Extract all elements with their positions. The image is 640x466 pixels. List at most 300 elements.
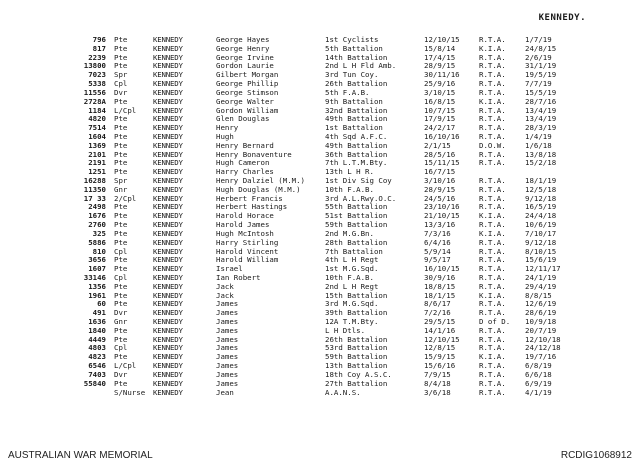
fate-date: 4/1/19 — [525, 388, 552, 397]
fate: R.T.A. — [479, 362, 506, 371]
service-number: 1356 — [88, 282, 106, 291]
roll-row — [0, 212, 640, 221]
unit: 10th F.A.B. — [325, 185, 374, 194]
roll-row — [0, 98, 640, 107]
service-number: 2760 — [88, 221, 106, 230]
fate: R.T.A. — [479, 309, 506, 318]
surname: KENNEDY — [153, 71, 183, 80]
surname: KENNEDY — [153, 44, 183, 53]
fate: R.T.A. — [479, 88, 506, 97]
enlistment-date: 21/10/15 — [424, 212, 460, 221]
service-number: 16288 — [83, 177, 106, 185]
fate-date: 24/8/15 — [525, 44, 557, 53]
roll-row — [0, 115, 640, 124]
unit: 3rd A.L.Rwy.O.C. — [325, 194, 397, 203]
unit: 55th Battalion — [325, 203, 388, 212]
given-names: Gordon William — [216, 106, 279, 115]
surname: KENNEDY — [153, 132, 183, 141]
enlistment-date: 18/8/15 — [424, 282, 456, 291]
rank: Pte — [114, 326, 128, 335]
surname: KENNEDY — [153, 221, 183, 230]
given-names: Hugh — [216, 132, 234, 141]
fate: R.T.A. — [479, 335, 506, 344]
roll-row — [0, 151, 640, 160]
given-names: James — [216, 318, 239, 326]
service-number: 3656 — [88, 256, 106, 265]
unit: L H Dtls. — [325, 326, 366, 335]
enlistment-date: 25/9/16 — [424, 80, 456, 89]
given-names: Harry Charles — [216, 168, 274, 177]
surname: KENNEDY — [153, 318, 183, 326]
service-number: 5338 — [88, 80, 106, 89]
roll-row — [0, 380, 640, 389]
rank: Pte — [114, 97, 128, 106]
rank: Pte — [114, 282, 128, 291]
given-names: Henry Bernard — [216, 141, 274, 150]
given-names: George Henry — [216, 44, 270, 53]
footer — [0, 450, 640, 462]
surname: KENNEDY — [153, 370, 183, 379]
roll-row — [0, 362, 640, 371]
rank: Cpl — [114, 273, 128, 282]
given-names: Herbert Francis — [216, 194, 283, 203]
service-number: 1607 — [88, 265, 106, 274]
surname: KENNEDY — [153, 282, 183, 291]
service-number: 325 — [92, 229, 106, 238]
rank: Pte — [114, 265, 128, 274]
unit: 9th Battalion — [325, 97, 383, 106]
rank: Dvr — [114, 309, 128, 318]
fate: R.T.A. — [479, 256, 506, 265]
fate-date: 1/4/19 — [525, 132, 552, 141]
rank: Spr — [114, 71, 128, 80]
given-names: Harold James — [216, 221, 270, 230]
rank: Cpl — [114, 80, 128, 89]
fate: R.T.A. — [479, 159, 506, 168]
unit: 10th F.A.B. — [325, 273, 374, 282]
surname: KENNEDY — [153, 185, 183, 194]
surname: KENNEDY — [153, 36, 183, 44]
fate: R.T.A. — [479, 71, 506, 80]
enlistment-date: 2/1/15 — [424, 141, 451, 150]
rank: Pte — [114, 203, 128, 212]
given-names: George Stimson — [216, 88, 279, 97]
unit: 2nd L H Regt — [325, 282, 379, 291]
fate-date: 19/5/19 — [525, 71, 557, 80]
given-names: George Irvine — [216, 53, 274, 62]
unit: 59th Battalion — [325, 221, 388, 230]
service-number: 6546 — [88, 362, 106, 371]
unit: 27th Battalion — [325, 379, 388, 388]
enlistment-date: 14/1/16 — [424, 326, 456, 335]
fate-date: 31/1/19 — [525, 62, 557, 71]
rank: Pte — [114, 44, 128, 53]
enlistment-date: 28/9/15 — [424, 185, 456, 194]
unit: 39th Battalion — [325, 309, 388, 318]
fate-date: 24/12/18 — [525, 344, 561, 353]
roll-row — [0, 177, 640, 186]
fate: R.T.A. — [479, 273, 506, 282]
rank: Pte — [114, 53, 128, 62]
fate-date: 1/7/19 — [525, 36, 552, 44]
roll-row — [0, 62, 640, 71]
given-names: Jean — [216, 388, 234, 397]
fate: R.T.A. — [479, 300, 506, 309]
surname: KENNEDY — [153, 97, 183, 106]
rank: Dvr — [114, 370, 128, 379]
rank: Pte — [114, 36, 128, 44]
roll-row — [0, 89, 640, 98]
enlistment-date: 5/9/14 — [424, 247, 451, 256]
unit: 5th Battalion — [325, 44, 383, 53]
rank: Pte — [114, 132, 128, 141]
unit: 4th L H Regt — [325, 256, 379, 265]
rank: Spr — [114, 177, 128, 185]
fate-date: 13/4/19 — [525, 106, 557, 115]
surname: KENNEDY — [153, 115, 183, 124]
fate: R.T.A. — [479, 282, 506, 291]
roll-row — [0, 133, 640, 142]
roll-row — [0, 256, 640, 265]
given-names: James — [216, 309, 239, 318]
given-names: Henry Bonaventure — [216, 150, 292, 159]
service-number: 33146 — [83, 273, 106, 282]
fate-date: 15/2/18 — [525, 159, 557, 168]
roll-row — [0, 309, 640, 318]
given-names: George Hayes — [216, 36, 270, 44]
unit: 5th F.A.B. — [325, 88, 370, 97]
fate: R.T.A. — [479, 132, 506, 141]
enlistment-date: 17/4/15 — [424, 53, 456, 62]
unit: 3rd M.G.Sqd. — [325, 300, 379, 309]
surname: KENNEDY — [153, 106, 183, 115]
fate: R.T.A. — [479, 115, 506, 124]
unit: 18th Coy A.S.C. — [325, 370, 392, 379]
fate-date: 15/5/19 — [525, 88, 557, 97]
fate: R.T.A. — [479, 238, 506, 247]
roll-row — [0, 300, 640, 309]
given-names: James — [216, 326, 239, 335]
surname: KENNEDY — [153, 212, 183, 221]
enlistment-date: 3/10/15 — [424, 88, 456, 97]
fate: K.I.A. — [479, 212, 506, 221]
service-number: 1840 — [88, 326, 106, 335]
enlistment-date: 23/10/16 — [424, 203, 460, 212]
fate: R.T.A. — [479, 247, 506, 256]
fate-date: 24/4/18 — [525, 212, 557, 221]
rank: Dvr — [114, 88, 128, 97]
service-number: 1676 — [88, 212, 106, 221]
given-names: James — [216, 370, 239, 379]
given-names: Harold Vincent — [216, 247, 279, 256]
enlistment-date: 16/8/15 — [424, 97, 456, 106]
fate: K.I.A. — [479, 353, 506, 362]
surname: KENNEDY — [153, 273, 183, 282]
roll-row — [0, 230, 640, 239]
given-names: Ian Robert — [216, 273, 261, 282]
enlistment-date: 24/2/17 — [424, 124, 456, 133]
fate-date: 13/8/18 — [525, 150, 557, 159]
fate: R.T.A. — [479, 194, 506, 203]
roll-row — [0, 371, 640, 380]
fate: R.T.A. — [479, 203, 506, 212]
given-names: Glen Douglas — [216, 115, 270, 124]
rank: Gnr — [114, 318, 128, 326]
roll-row — [0, 142, 640, 151]
rank: Cpl — [114, 247, 128, 256]
fate-date: 28/3/19 — [525, 124, 557, 133]
roll-row — [0, 336, 640, 345]
surname: KENNEDY — [153, 229, 183, 238]
fate: R.T.A. — [479, 80, 506, 89]
given-names: Israel — [216, 265, 243, 274]
rank: 2/Cpl — [114, 194, 137, 203]
given-names: Henry Dalziel (M.M.) — [216, 177, 305, 185]
fate: R.T.A. — [479, 106, 506, 115]
roll-row — [0, 389, 640, 398]
enlistment-date: 16/10/16 — [424, 132, 460, 141]
unit: 26th Battalion — [325, 335, 388, 344]
fate-date: 19/7/16 — [525, 353, 557, 362]
fate-date: 8/10/15 — [525, 247, 557, 256]
rank: Pte — [114, 353, 128, 362]
service-number: 7403 — [88, 370, 106, 379]
unit: 36th Battalion — [325, 150, 388, 159]
rank: Pte — [114, 212, 128, 221]
unit: 13th Battalion — [325, 362, 388, 371]
roll-row — [0, 54, 640, 63]
given-names: James — [216, 379, 239, 388]
fate: R.T.A. — [479, 62, 506, 71]
unit: 7th Battalion — [325, 247, 383, 256]
enlistment-date: 15/11/15 — [424, 159, 460, 168]
page-header: KENNEDY. — [538, 13, 586, 23]
service-number: 1961 — [88, 291, 106, 300]
unit: 1st Cyclists — [325, 36, 379, 44]
enlistment-date: 7/3/16 — [424, 229, 451, 238]
fate: D of D. — [479, 318, 511, 326]
enlistment-date: 3/6/18 — [424, 388, 451, 397]
fate: D.O.W. — [479, 141, 506, 150]
surname: KENNEDY — [153, 150, 183, 159]
surname: KENNEDY — [153, 335, 183, 344]
unit: 15th Battalion — [325, 291, 388, 300]
roll-row — [0, 353, 640, 362]
roll-row — [0, 248, 640, 257]
fate-date: 28/6/19 — [525, 309, 557, 318]
surname: KENNEDY — [153, 80, 183, 89]
surname: KENNEDY — [153, 238, 183, 247]
service-number: 4803 — [88, 344, 106, 353]
surname: KENNEDY — [153, 265, 183, 274]
surname: KENNEDY — [153, 379, 183, 388]
enlistment-date: 16/7/15 — [424, 168, 456, 177]
rank: Pte — [114, 168, 128, 177]
enlistment-date: 18/1/15 — [424, 291, 456, 300]
surname: KENNEDY — [153, 168, 183, 177]
unit: 59th Battalion — [325, 353, 388, 362]
rank: Pte — [114, 256, 128, 265]
fate: R.T.A. — [479, 150, 506, 159]
fate-date: 18/1/19 — [525, 177, 557, 185]
given-names: James — [216, 300, 239, 309]
enlistment-date: 10/7/15 — [424, 106, 456, 115]
rank: Pte — [114, 335, 128, 344]
roll-row — [0, 344, 640, 353]
unit: 49th Battalion — [325, 141, 388, 150]
enlistment-date: 24/5/16 — [424, 194, 456, 203]
surname: KENNEDY — [153, 62, 183, 71]
service-number: 13800 — [83, 62, 106, 71]
fate-date: 29/4/19 — [525, 282, 557, 291]
enlistment-date: 8/4/18 — [424, 379, 451, 388]
unit: 3rd Tun Coy. — [325, 71, 379, 80]
service-number: 5886 — [88, 238, 106, 247]
fate-date: 7/7/19 — [525, 80, 552, 89]
enlistment-date: 3/10/16 — [424, 177, 456, 185]
fate-date: 6/9/19 — [525, 379, 552, 388]
fate-date: 9/12/18 — [525, 194, 557, 203]
unit: 28th Battalion — [325, 238, 388, 247]
surname: KENNEDY — [153, 291, 183, 300]
surname: KENNEDY — [153, 124, 183, 133]
service-number: 1184 — [88, 106, 106, 115]
enlistment-date: 12/10/15 — [424, 36, 460, 44]
roll-row — [0, 274, 640, 283]
enlistment-date: 28/9/15 — [424, 62, 456, 71]
surname: KENNEDY — [153, 53, 183, 62]
fate: R.T.A. — [479, 36, 506, 44]
service-number: 17 33 — [83, 194, 106, 203]
given-names: Henry — [216, 124, 239, 133]
service-number: 1636 — [88, 318, 106, 326]
service-number: 11556 — [83, 88, 106, 97]
enlistment-date: 6/4/16 — [424, 238, 451, 247]
unit: 1st Battalion — [325, 124, 383, 133]
enlistment-date: 13/3/16 — [424, 221, 456, 230]
roll-row — [0, 203, 640, 212]
roll-row — [0, 107, 640, 116]
service-number: 810 — [92, 247, 106, 256]
given-names: Herbert Hastings — [216, 203, 288, 212]
unit: 51st Battalion — [325, 212, 388, 221]
fate-date: 28/7/16 — [525, 97, 557, 106]
service-number: 1604 — [88, 132, 106, 141]
enlistment-date: 17/9/15 — [424, 115, 456, 124]
given-names: James — [216, 335, 239, 344]
fate-date: 12/10/18 — [525, 335, 561, 344]
enlistment-date: 12/8/15 — [424, 344, 456, 353]
enlistment-date: 15/8/14 — [424, 44, 456, 53]
enlistment-date: 8/6/17 — [424, 300, 451, 309]
fate-date: 24/1/19 — [525, 273, 557, 282]
roll-row — [0, 221, 640, 230]
unit: 7th L.T.M.Bty. — [325, 159, 388, 168]
service-number: 817 — [92, 44, 106, 53]
surname: KENNEDY — [153, 388, 183, 397]
surname: KENNEDY — [153, 177, 183, 185]
surname: KENNEDY — [153, 344, 183, 353]
roll-row — [0, 195, 640, 204]
fate: R.T.A. — [479, 177, 506, 185]
fate: R.T.A. — [479, 344, 506, 353]
fate-date: 12/6/19 — [525, 300, 557, 309]
given-names: James — [216, 344, 239, 353]
fate-date: 10/6/19 — [525, 221, 557, 230]
given-names: Hugh Douglas (M.M.) — [216, 185, 301, 194]
rank: L/Cpl — [114, 106, 137, 115]
roll-row — [0, 283, 640, 292]
service-number: 7023 — [88, 71, 106, 80]
enlistment-date: 15/9/15 — [424, 353, 456, 362]
fate-date: 2/6/19 — [525, 53, 552, 62]
unit: 14th Battalion — [325, 53, 388, 62]
roll-row — [0, 36, 640, 45]
given-names: James — [216, 362, 239, 371]
unit: 2nd L H Fld Amb. — [325, 62, 397, 71]
fate-date: 1/6/18 — [525, 141, 552, 150]
unit: 1st Div Sig Coy — [325, 177, 392, 185]
service-number: 55840 — [83, 379, 106, 388]
enlistment-date: 16/10/15 — [424, 265, 460, 274]
fate: R.T.A. — [479, 370, 506, 379]
service-number: 1369 — [88, 141, 106, 150]
fate: K.I.A. — [479, 97, 506, 106]
fate: K.I.A. — [479, 44, 506, 53]
unit: 53rd Battalion — [325, 344, 388, 353]
roll-row — [0, 80, 640, 89]
fate-date: 9/12/18 — [525, 238, 557, 247]
surname: KENNEDY — [153, 362, 183, 371]
enlistment-date: 29/5/15 — [424, 318, 456, 326]
roll-row — [0, 45, 640, 54]
enlistment-date: 28/5/16 — [424, 150, 456, 159]
rank: Pte — [114, 221, 128, 230]
fate: R.T.A. — [479, 326, 506, 335]
rank: L/Cpl — [114, 362, 137, 371]
service-number: 4823 — [88, 353, 106, 362]
roll-row — [0, 71, 640, 80]
service-number: 2191 — [88, 159, 106, 168]
fate-date: 15/6/19 — [525, 256, 557, 265]
unit: 1st M.G.Sqd. — [325, 265, 379, 274]
fate: R.T.A. — [479, 185, 506, 194]
fate: R.T.A. — [479, 53, 506, 62]
service-number: 4820 — [88, 115, 106, 124]
service-number: 2239 — [88, 53, 106, 62]
roll-row — [0, 292, 640, 301]
surname: KENNEDY — [153, 300, 183, 309]
rank: Pte — [114, 300, 128, 309]
surname: KENNEDY — [153, 141, 183, 150]
nominal-roll — [0, 36, 640, 397]
footer-institution: AUSTRALIAN WAR MEMORIAL — [8, 450, 153, 461]
given-names: James — [216, 353, 239, 362]
unit: 26th Battalion — [325, 80, 388, 89]
service-number: 491 — [92, 309, 106, 318]
surname: KENNEDY — [153, 203, 183, 212]
surname: KENNEDY — [153, 256, 183, 265]
given-names: George Phillip — [216, 80, 279, 89]
roll-row — [0, 168, 640, 177]
unit: 12A T.M.Bty. — [325, 318, 379, 326]
fate-date: 20/7/19 — [525, 326, 557, 335]
fate: R.T.A. — [479, 265, 506, 274]
roll-row — [0, 265, 640, 274]
rank: S/Nurse — [114, 388, 146, 397]
rank: Pte — [114, 238, 128, 247]
given-names: Harold William — [216, 256, 279, 265]
